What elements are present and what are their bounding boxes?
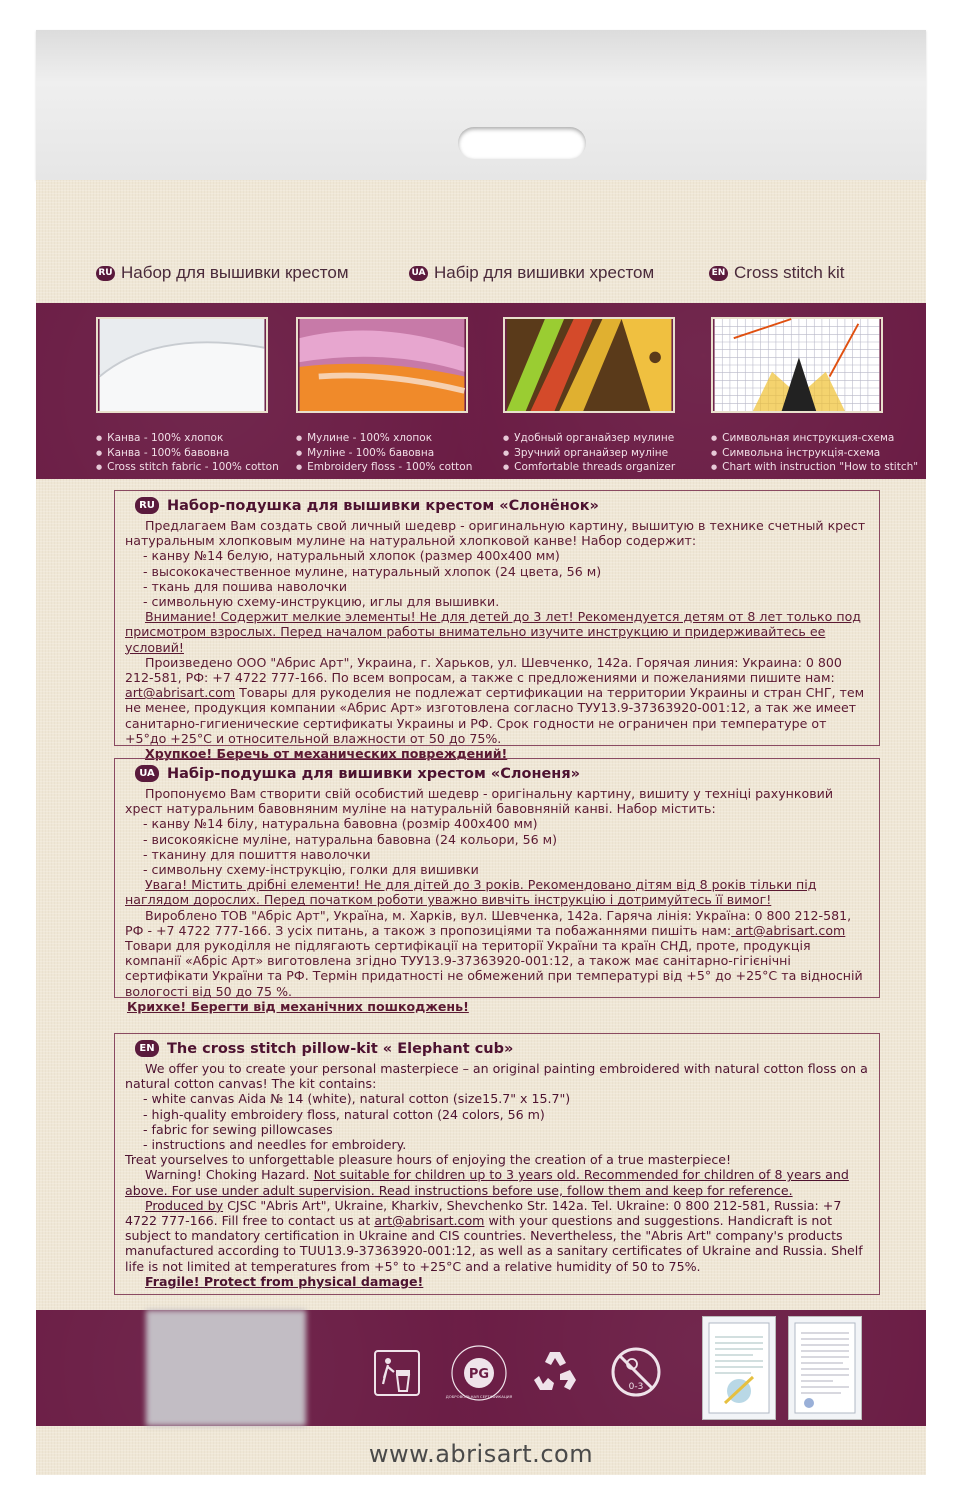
threads-organizer-image	[503, 317, 675, 413]
hang-hole	[458, 127, 586, 159]
feature-chart	[711, 317, 919, 475]
en-fragile: Fragile! Protect from physical damage!	[145, 1273, 424, 1289]
features-band	[36, 303, 926, 479]
en-item: - instructions and needles for embroidery.	[143, 1137, 407, 1153]
ua-producer-block	[125, 908, 869, 999]
ru-heading-text: Набор для вышивки крестом	[121, 263, 349, 282]
ua-email-link[interactable]: art@abrisart.com	[731, 922, 846, 938]
ru-producer-block	[125, 655, 869, 746]
bottom-band	[36, 1310, 926, 1426]
en-producer-lead: Produced by	[145, 1197, 224, 1213]
ru-item: - символьную схему-инструкцию, иглы для вышивки.	[143, 594, 500, 610]
ru-intro: Предлагаем Вам создать свой личный шедевр - оригинальную картину, вышитую в технике счетный крест натуральным хлопковым мулине на натуральной хлопковой канве! Набор содержит:	[125, 518, 866, 549]
barcode-blurred	[146, 1310, 306, 1426]
ua-fragile: Крихке! Берегти від механічних пошкоджень!	[127, 998, 469, 1014]
recycle-icon	[530, 1346, 580, 1396]
feature-text: ● Comfortable threads organizer	[503, 460, 683, 475]
en-warning: Not suitable for children up to 3 years old. Recommended for children of 8 years and above. For use under adult supervision. Read instructions before use, follow them and keep for reference.	[125, 1167, 849, 1198]
ua-item: - канву №14 білу, натуральна бавовна (розмір 400х400 мм)	[143, 816, 538, 832]
language-titles	[36, 180, 926, 305]
age-label: 0-3	[628, 1382, 644, 1392]
ru-producer: Произведено ООО "Абрис Арт", Украина, г. Харьков, ул. Шевченко, 142а. Горячая линия: Украина: 0 800 212-581, РФ: +7 4722 777-166. По всем вопросам, а также с предложениями и пожеланиями пишите нам:	[125, 654, 842, 686]
ua-producer: Вироблено ТОВ "Абріс Арт", Україна, м. Харків, вул. Шевченка, 142а. Гаряча лінія: Україна: 0 800 212-581, РФ - +7 4722 777-166. З усіх питань, а також з пропозиціями та побажаннями пишіть нам:	[125, 907, 852, 938]
ru-fragile: Хрупкое! Беречь от механических повреждений!	[145, 746, 508, 762]
en-box-title	[135, 1040, 513, 1057]
embroidery-floss-image	[296, 317, 468, 413]
ru-box-body	[125, 518, 869, 761]
ua-warning: Увага! Містить дрібні елементи! Не для дітей до 3 років. Рекомендовано дітям від 8 років тільки під наглядом дорослих. Перед початком роботи уважно вивчіть інструкцію і дотримуйтесь її вимог!	[125, 877, 817, 908]
pg-mark: РG	[468, 1367, 490, 1382]
feature-text: ● Муліне - 100% бавовна	[296, 446, 476, 461]
en-heading	[709, 263, 845, 283]
ru-box-title	[135, 497, 599, 514]
feature-text: ● Зручний органайзер муліне	[503, 446, 683, 461]
en-producer-block	[125, 1198, 869, 1274]
website-url[interactable]: www.abrisart.com	[368, 1440, 594, 1468]
ua-item: - тканину для пошиття наволочки	[143, 846, 371, 862]
ru-cert: Товары для рукоделия не подлежат сертификации на территории Украины и стран СНГ, тем не менее, продукция компании «Абрис Арт» изготовлена согласно ТУУ13.9-37363920-001:12, а так же имеет санитарно-гигиенические сертификаты Украины и РФ. Срок годности не ограничен при температуре от +5°до +25°С и относительной влажности от 50 до 75%.	[125, 685, 865, 746]
en-item: - fabric for sewing pillowcases	[143, 1121, 333, 1137]
en-box-badge: EN	[135, 1040, 159, 1057]
en-warning-lead: Warning! Choking Hazard.	[145, 1167, 314, 1183]
not-for-children-0-3-icon	[610, 1346, 662, 1398]
ua-item: - символьну схему-інструкцію, голки для вишивки	[143, 862, 479, 878]
voluntary-certification-icon	[445, 1344, 513, 1402]
en-treat: Treat yourselves to unforgettable pleasure hours of enjoying the creation of a true masterpiece!	[125, 1152, 732, 1168]
feature-text: ● Канва - 100% хлопок	[96, 431, 276, 446]
feature-canvas	[96, 317, 279, 475]
ua-cert: Товари для рукоділля не підлягають сертифікації на території України та країн СНД, проте, продукція компанії «Абріс Арт» виготовлена згідно ТУУ13.9-37363920-001:12, а також має санітарно-гігієнічні сертифікати України та РФ. Термін придатності не обмежений при температурі від +5° до +25°С та відносній вологості від 50 до 75 %.	[125, 938, 863, 999]
en-item: - white canvas Aida № 14 (white), natural cotton (size15.7" x 15.7")	[143, 1091, 571, 1107]
feature-text: ● Удобный органайзер мулине	[503, 431, 683, 446]
en-warning-block	[125, 1167, 869, 1197]
package-back	[36, 180, 926, 1475]
feature-text: ● Embroidery floss - 100% cotton	[296, 460, 476, 475]
certificate-russia-thumbnail	[788, 1316, 862, 1420]
ua-heading-text: Набір для вишивки хрестом	[434, 263, 655, 282]
certificate-document-icon	[703, 1317, 775, 1419]
ru-item: - ткань для пошива наволочки	[143, 578, 348, 594]
en-cert: with your questions and suggestions. Handicraft is not subject to mandatory certification in Ukraine and CIS countries. Nevertheless, the "Abris Art" company's products manufactured according to TUU13.9-37363920-001:12, as well as a sanitary certificates of Ukraine and Russia. Shelf life is not limited at temperatures from +5° to +25°C and a relative humidity of 50 to 75%.	[125, 1213, 863, 1274]
en-producer: CJSC "Abris Art", Ukraine, Kharkiv, Shevchenko Str. 142a. Tel. Ukraine: 0 800 212-581, Russia: +7 4722 777-166. Fill free to contact us at	[125, 1197, 842, 1229]
ru-email-link[interactable]: art@abrisart.com	[125, 685, 236, 701]
feature-text: ● Cross stitch fabric - 100% cotton	[96, 460, 276, 475]
ua-item: - високоякісне муліне, натуральна бавовна (24 кольори, 56 м)	[143, 831, 558, 847]
feature-text: ● Символьная инструкция-схема	[711, 431, 891, 446]
dispose-in-bin-icon	[374, 1350, 420, 1396]
en-box-title-text: The cross stitch pillow-kit « Elephant cub»	[167, 1040, 514, 1057]
ua-box-title-text: Набір-подушка для вишивки хрестом «Слоненя»	[167, 765, 581, 782]
ua-box-badge: UA	[135, 765, 159, 782]
ru-badge: RU	[96, 266, 115, 281]
chart-instruction-image	[711, 317, 883, 413]
feature-floss	[296, 317, 476, 475]
en-item: - high-quality embroidery floss, natural cotton (24 colors, 56 m)	[143, 1106, 545, 1122]
feature-text: ● Канва - 100% бавовна	[96, 446, 276, 461]
pg-ring-text: ДОБРОВОЛЬНАЯ СЕРТИФИКАЦИЯ	[445, 1394, 513, 1399]
ua-intro: Пропонуємо Вам створити свій особистий шедевр - оригінальну картину, вишиту у техніці рахунковий хрест натуральним бавовняним муліне на натуральній бавовняній канві. Набор містить:	[125, 786, 834, 817]
ua-heading	[409, 263, 654, 283]
feature-text: ● Chart with instruction "How to stitch"	[711, 460, 891, 475]
feature-text: ● Символьна інструкція-схема	[711, 446, 891, 461]
ua-description-box	[114, 758, 880, 1014]
certificate-ukraine-thumbnail	[702, 1316, 776, 1420]
ua-box-title	[135, 765, 580, 782]
en-badge: EN	[709, 266, 728, 281]
feature-text: ● Мулине - 100% хлопок	[296, 431, 476, 446]
hanger-header	[36, 30, 926, 180]
ua-box-body	[125, 786, 869, 1014]
ru-box-badge: RU	[135, 497, 159, 514]
en-email-link[interactable]: art@abrisart.com	[374, 1213, 485, 1229]
canvas-fabric-image	[96, 317, 268, 413]
ru-item: - высококачественное мулине, натуральный хлопок (24 цвета, 56 м)	[143, 563, 602, 579]
ua-badge: UA	[409, 266, 428, 281]
en-heading-text: Cross stitch kit	[734, 263, 845, 282]
ru-heading	[96, 263, 349, 283]
en-box-body	[125, 1061, 869, 1289]
ru-description-box	[114, 490, 880, 762]
ru-box-title-text: Набор-подушка для вышивки крестом «Слонёнок»	[167, 497, 599, 514]
en-intro: We offer you to create your personal masterpiece – an original painting embroidered with natural cotton floss on a natural cotton canvas! The kit contains:	[125, 1061, 868, 1092]
en-description-box	[114, 1033, 880, 1295]
ru-item: - канву №14 белую, натуральный хлопок (размер 400х400 мм)	[143, 548, 560, 564]
feature-organizer	[503, 317, 683, 475]
ru-warning: Внимание! Содержит мелкие элементы! Не для детей до 3 лет! Рекомендуется детям от 8 лет только под присмотром взрослых. Перед началом работы внимательно изучите инструкцию и придерживайтесь ее условий!	[125, 609, 862, 655]
certificate-document-icon	[789, 1317, 861, 1419]
